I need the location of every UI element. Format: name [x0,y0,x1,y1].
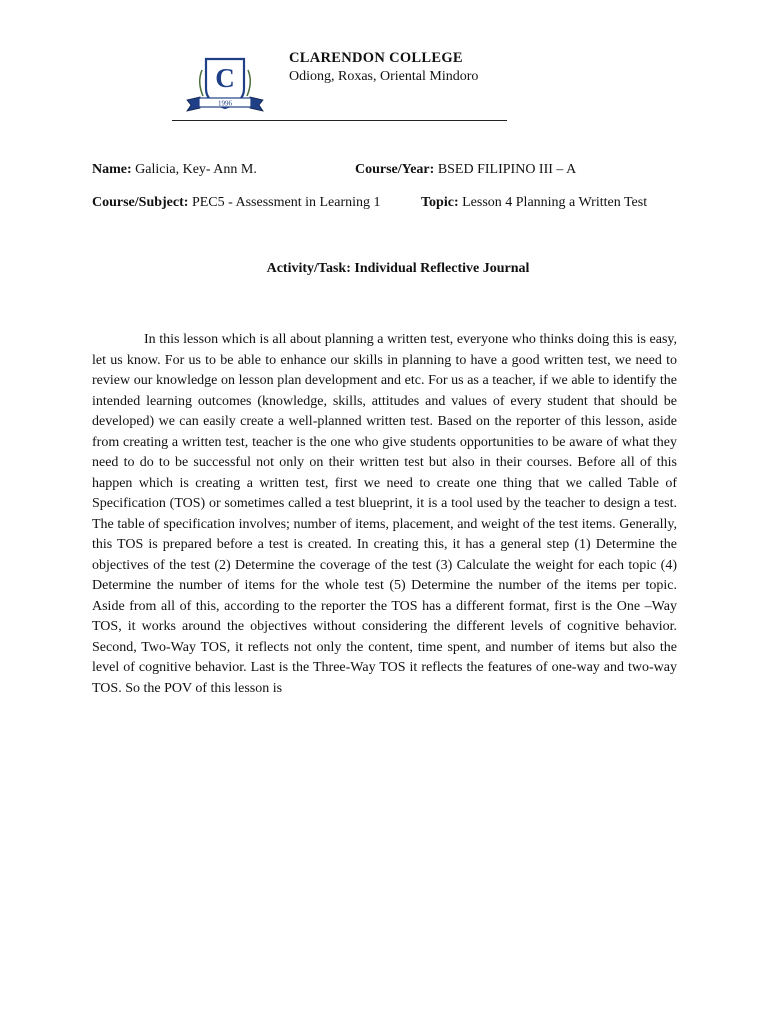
seal-year: 1996 [218,99,232,108]
letterhead [186,48,516,110]
college-name: CLARENDON COLLEGE [289,50,463,66]
course-subject-field [92,195,381,211]
journal-paragraph: In this lesson which is all about planning a written test, everyone who thinks doing this is easy, let us know. For us to be able to enhance our skills in planning to have a good written test, we need to review our knowledge on lesson plan development and etc. For us as a teacher, if we able to identify the intended learning outcomes (knowledge, skills, attitudes and values of every student that should be developed) we can easily create a well-planned written test. Based on the reporter of this lesson, aside from creating a written test, teacher is the one who give students opportunities to be aware of what they need to do to be successful not only on their written test but also in their courses. Before all of this happen which is creating a written test, first we need to create one thing that we called Table of Specification (TOS) or sometimes called a test blueprint, it is a tool used by the teacher to design a test. The table of specification involves; number of items, placement, and weight of the test items. Generally, this TOS is prepared before a test is created. In creating this, it has a general step (1) Determine the objectives of the test (2) Determine the coverage of the test (3) Calculate the weight for each topic (4) Determine the number of items for the whole test (5) Determine the number of the items per topic. Aside from all of this, according to the reporter the TOS has a different format, first is the One –Way TOS, it works around the objectives without considering the different levels of cognitive behavior. Second, Two-Way TOS, it reflects not only the content, time spent, and number of items but also the level of cognitive behavior. Last is the Three-Way TOS it reflects the features of one-way and two-way TOS. So the POV of this lesson is [92,332,677,696]
activity-title: Activity/Task: Individual Reflective Journal [266,261,530,276]
college-seal-icon [186,56,264,112]
topic-label: Topic: [421,195,459,210]
course-year-label: Course/Year: [355,162,435,177]
course-year-field [355,162,576,178]
name-value: Galicia, Key- Ann M. [135,162,257,177]
name-field [92,162,257,178]
course-subject-value: PEC5 - Assessment in Learning 1 [191,195,381,210]
college-address: Odiong, Roxas, Oriental Mindoro [289,69,479,84]
header-divider [172,120,507,121]
topic-value: Lesson 4 Planning a Written Test [462,195,648,210]
course-year-value: BSED FILIPINO III – A [437,162,577,177]
topic-field [421,195,647,211]
name-label: Name: [92,162,132,177]
seal-letter: C [215,63,235,93]
course-subject-label: Course/Subject: [92,195,189,210]
